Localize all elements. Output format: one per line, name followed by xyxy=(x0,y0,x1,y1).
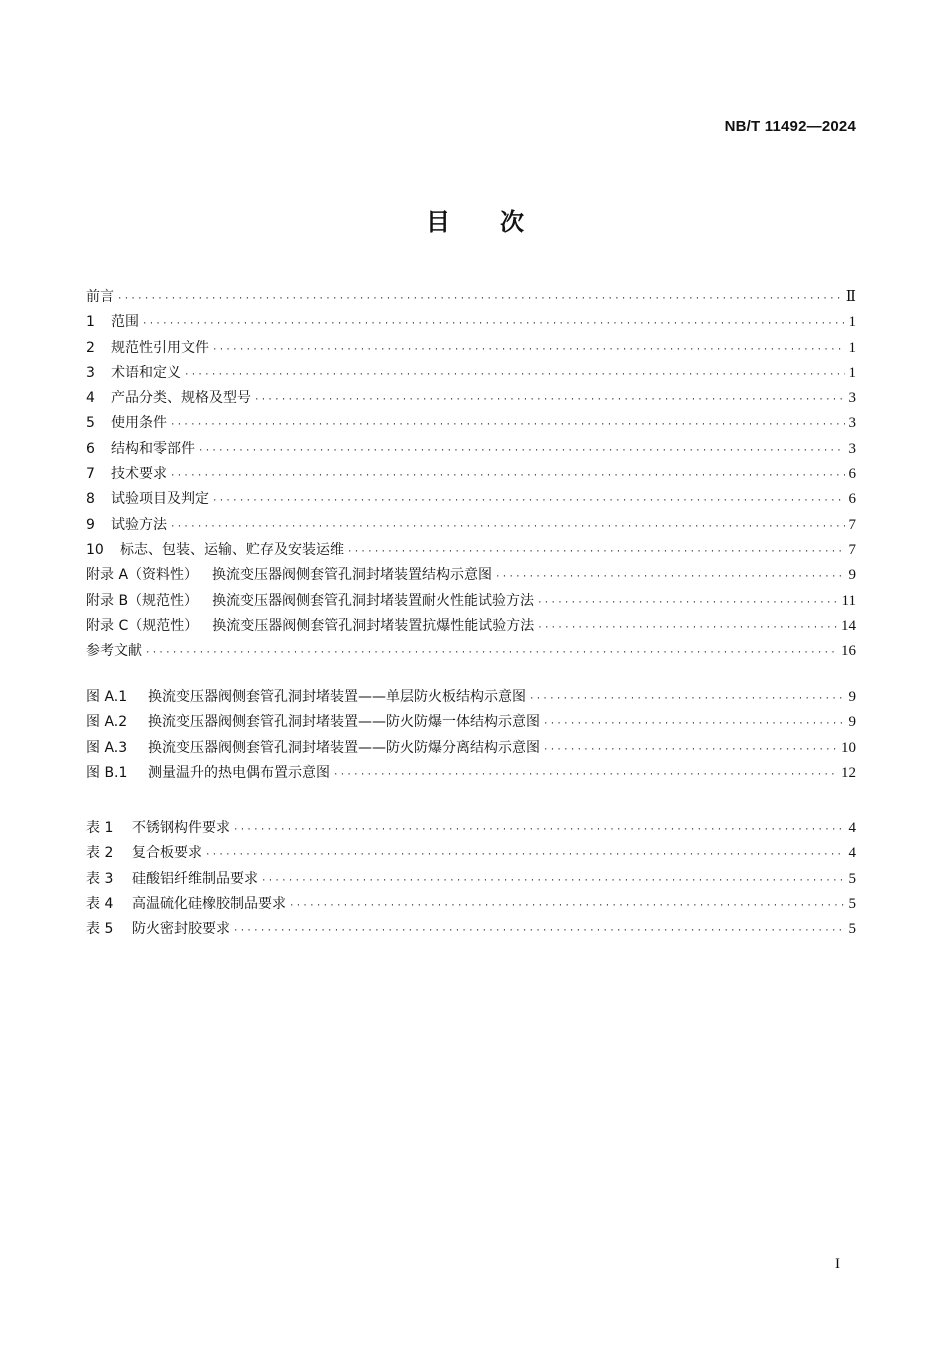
toc-entry-section-3[interactable] xyxy=(86,362,856,387)
toc-entry-foreword[interactable] xyxy=(86,286,856,311)
toc-entry-text: 换流变压器阀侧套管孔洞封堵装置耐火性能试验方法 xyxy=(212,592,535,609)
toc-entry-number: 4 xyxy=(86,390,95,407)
toc-table-entry[interactable] xyxy=(86,817,856,842)
leader-dots xyxy=(212,496,845,506)
leader-dots xyxy=(543,719,845,729)
table-page: 5 xyxy=(848,921,856,938)
toc-entry-text: 试验方法 xyxy=(111,516,167,533)
leader-dots xyxy=(537,598,838,608)
toc-entry-text: 产品分类、规格及型号 xyxy=(111,390,251,407)
figure-number: 图 A.2 xyxy=(86,714,128,731)
table-page: 5 xyxy=(848,870,856,887)
figure-title: 换流变压器阀侧套管孔洞封堵装置——防火防爆分离结构示意图 xyxy=(148,739,540,756)
leader-dots xyxy=(289,901,845,911)
toc-entry-page: 7 xyxy=(848,516,856,533)
leader-dots xyxy=(543,745,838,755)
toc-entry-page: 1 xyxy=(848,364,856,381)
toc-entry-section-2[interactable] xyxy=(86,337,856,362)
toc-entry-number: 7 xyxy=(86,466,95,483)
figure-number: 图 B.1 xyxy=(86,764,128,781)
leader-dots xyxy=(347,547,845,557)
leader-dots xyxy=(254,395,845,405)
figure-number: 图 A.1 xyxy=(86,689,128,705)
toc-entry-page: 6 xyxy=(848,466,856,483)
toc-entry-number: 5 xyxy=(86,415,95,432)
toc-table-list xyxy=(86,817,856,943)
leader-dots xyxy=(212,345,845,355)
table-title: 高温硫化硅橡胶制品要求 xyxy=(132,895,286,912)
table-title: 复合板要求 xyxy=(132,845,202,862)
toc-entry-text: 使用条件 xyxy=(111,415,167,432)
toc-main-list xyxy=(86,286,856,665)
toc-entry-text: 技术要求 xyxy=(111,466,167,483)
toc-entry-page: 16 xyxy=(841,643,856,660)
toc-table-entry[interactable] xyxy=(86,918,856,943)
leader-dots xyxy=(142,319,845,329)
leader-dots xyxy=(537,623,838,633)
table-number: 表 5 xyxy=(86,921,114,938)
toc-entry-page: 1 xyxy=(848,314,856,331)
toc-entry-section-8[interactable] xyxy=(86,488,856,513)
toc-table-entry[interactable] xyxy=(86,893,856,918)
toc-entry-section-10[interactable] xyxy=(86,539,856,564)
figure-title: 测量温升的热电偶布置示意图 xyxy=(148,764,330,781)
table-title: 不锈钢构件要求 xyxy=(132,820,230,836)
toc-entry-section-4[interactable] xyxy=(86,387,856,412)
leader-dots xyxy=(529,694,845,704)
toc-entry-page: 14 xyxy=(841,617,856,634)
table-number: 表 3 xyxy=(86,870,114,887)
table-number: 表 1 xyxy=(86,820,114,836)
toc-entry-text: 换流变压器阀侧套管孔洞封堵装置抗爆性能试验方法 xyxy=(212,617,535,634)
figure-page: 12 xyxy=(841,764,856,781)
leader-dots xyxy=(333,770,838,780)
toc-entry-page: 9 xyxy=(848,567,856,584)
toc-table-entry[interactable] xyxy=(86,868,856,893)
table-number: 表 2 xyxy=(86,845,114,862)
toc-entry-page: 3 xyxy=(848,440,856,457)
toc-entry-page: 1 xyxy=(848,339,856,356)
toc-entry-annex-prefix: 附录 C（规范性） xyxy=(86,617,199,634)
toc-entry-annex-prefix: 附录 A（资料性） xyxy=(86,567,199,584)
toc-entry-text: 规范性引用文件 xyxy=(111,339,209,356)
toc-entry-section-5[interactable] xyxy=(86,412,856,437)
leader-dots xyxy=(170,522,845,532)
toc-entry-text: 前言 xyxy=(86,289,114,305)
leader-dots xyxy=(261,876,845,886)
leader-dots xyxy=(145,648,838,658)
toc-entry-annex-c[interactable] xyxy=(86,615,856,640)
figure-title: 换流变压器阀侧套管孔洞封堵装置——防火防爆一体结构示意图 xyxy=(148,714,540,731)
table-page: 5 xyxy=(848,895,856,912)
toc-entry-number: 1 xyxy=(86,314,95,331)
figure-page: 9 xyxy=(848,714,856,731)
toc-figure-list xyxy=(86,686,856,787)
toc-entry-text: 范围 xyxy=(111,314,139,331)
toc-entry-text: 结构和零部件 xyxy=(111,440,195,457)
toc-entry-number: 3 xyxy=(86,364,95,381)
toc-figure-entry[interactable] xyxy=(86,737,856,762)
toc-entry-page: 6 xyxy=(848,491,856,508)
toc-entry-number: 2 xyxy=(86,339,95,356)
table-title: 防火密封胶要求 xyxy=(132,921,230,938)
table-number: 表 4 xyxy=(86,895,114,912)
page-number: I xyxy=(835,1256,840,1272)
leader-dots xyxy=(233,825,845,835)
toc-entry-page: 11 xyxy=(841,592,856,609)
toc-figure-entry[interactable] xyxy=(86,762,856,787)
toc-entry-annex-prefix: 附录 B（规范性） xyxy=(86,592,199,609)
toc-figure-entry[interactable] xyxy=(86,711,856,736)
toc-entry-text: 换流变压器阀侧套管孔洞封堵装置结构示意图 xyxy=(212,567,493,584)
leader-dots xyxy=(495,572,845,582)
toc-table-entry[interactable] xyxy=(86,842,856,867)
figure-number: 图 A.3 xyxy=(86,739,128,756)
leader-dots xyxy=(117,294,843,304)
table-title: 硅酸铝纤维制品要求 xyxy=(132,870,258,887)
toc-entry-section-6[interactable] xyxy=(86,438,856,463)
toc-entry-annex-a[interactable] xyxy=(86,564,856,589)
leader-dots xyxy=(170,471,845,481)
figure-page: 10 xyxy=(841,739,856,756)
toc-entry-section-9[interactable] xyxy=(86,514,856,539)
leader-dots xyxy=(233,926,845,936)
standard-code: NB/T 11492—2024 xyxy=(724,118,856,135)
toc-entry-number: 8 xyxy=(86,491,95,508)
toc-entry-text: 标志、包装、运输、贮存及安装运维 xyxy=(120,541,344,558)
toc-entry-page: 3 xyxy=(848,390,856,407)
figure-title: 换流变压器阀侧套管孔洞封堵装置——单层防火板结构示意图 xyxy=(148,689,526,705)
toc-entry-number: 9 xyxy=(86,516,95,533)
leader-dots xyxy=(198,446,845,456)
toc-entry-page: 7 xyxy=(848,541,856,558)
table-page: 4 xyxy=(848,820,856,836)
toc-entry-bibliography[interactable] xyxy=(86,640,856,665)
leader-dots xyxy=(170,420,845,430)
toc-entry-text: 参考文献 xyxy=(86,643,142,660)
leader-dots xyxy=(184,370,845,380)
figure-page: 9 xyxy=(848,689,856,705)
toc-entry-text: 试验项目及判定 xyxy=(111,491,209,508)
toc-entry-page: Ⅱ xyxy=(845,289,856,305)
leader-dots xyxy=(205,850,845,860)
toc-entry-number: 10 xyxy=(86,541,104,558)
toc-figure-entry[interactable] xyxy=(86,686,856,711)
table-page: 4 xyxy=(848,845,856,862)
toc-entry-text: 术语和定义 xyxy=(111,364,181,381)
toc-entry-section-1[interactable] xyxy=(86,311,856,336)
page-title: 目次 xyxy=(426,208,574,236)
toc-entry-page: 3 xyxy=(848,415,856,432)
toc-entry-annex-b[interactable] xyxy=(86,590,856,615)
toc-entry-number: 6 xyxy=(86,440,95,457)
toc-entry-section-7[interactable] xyxy=(86,463,856,488)
